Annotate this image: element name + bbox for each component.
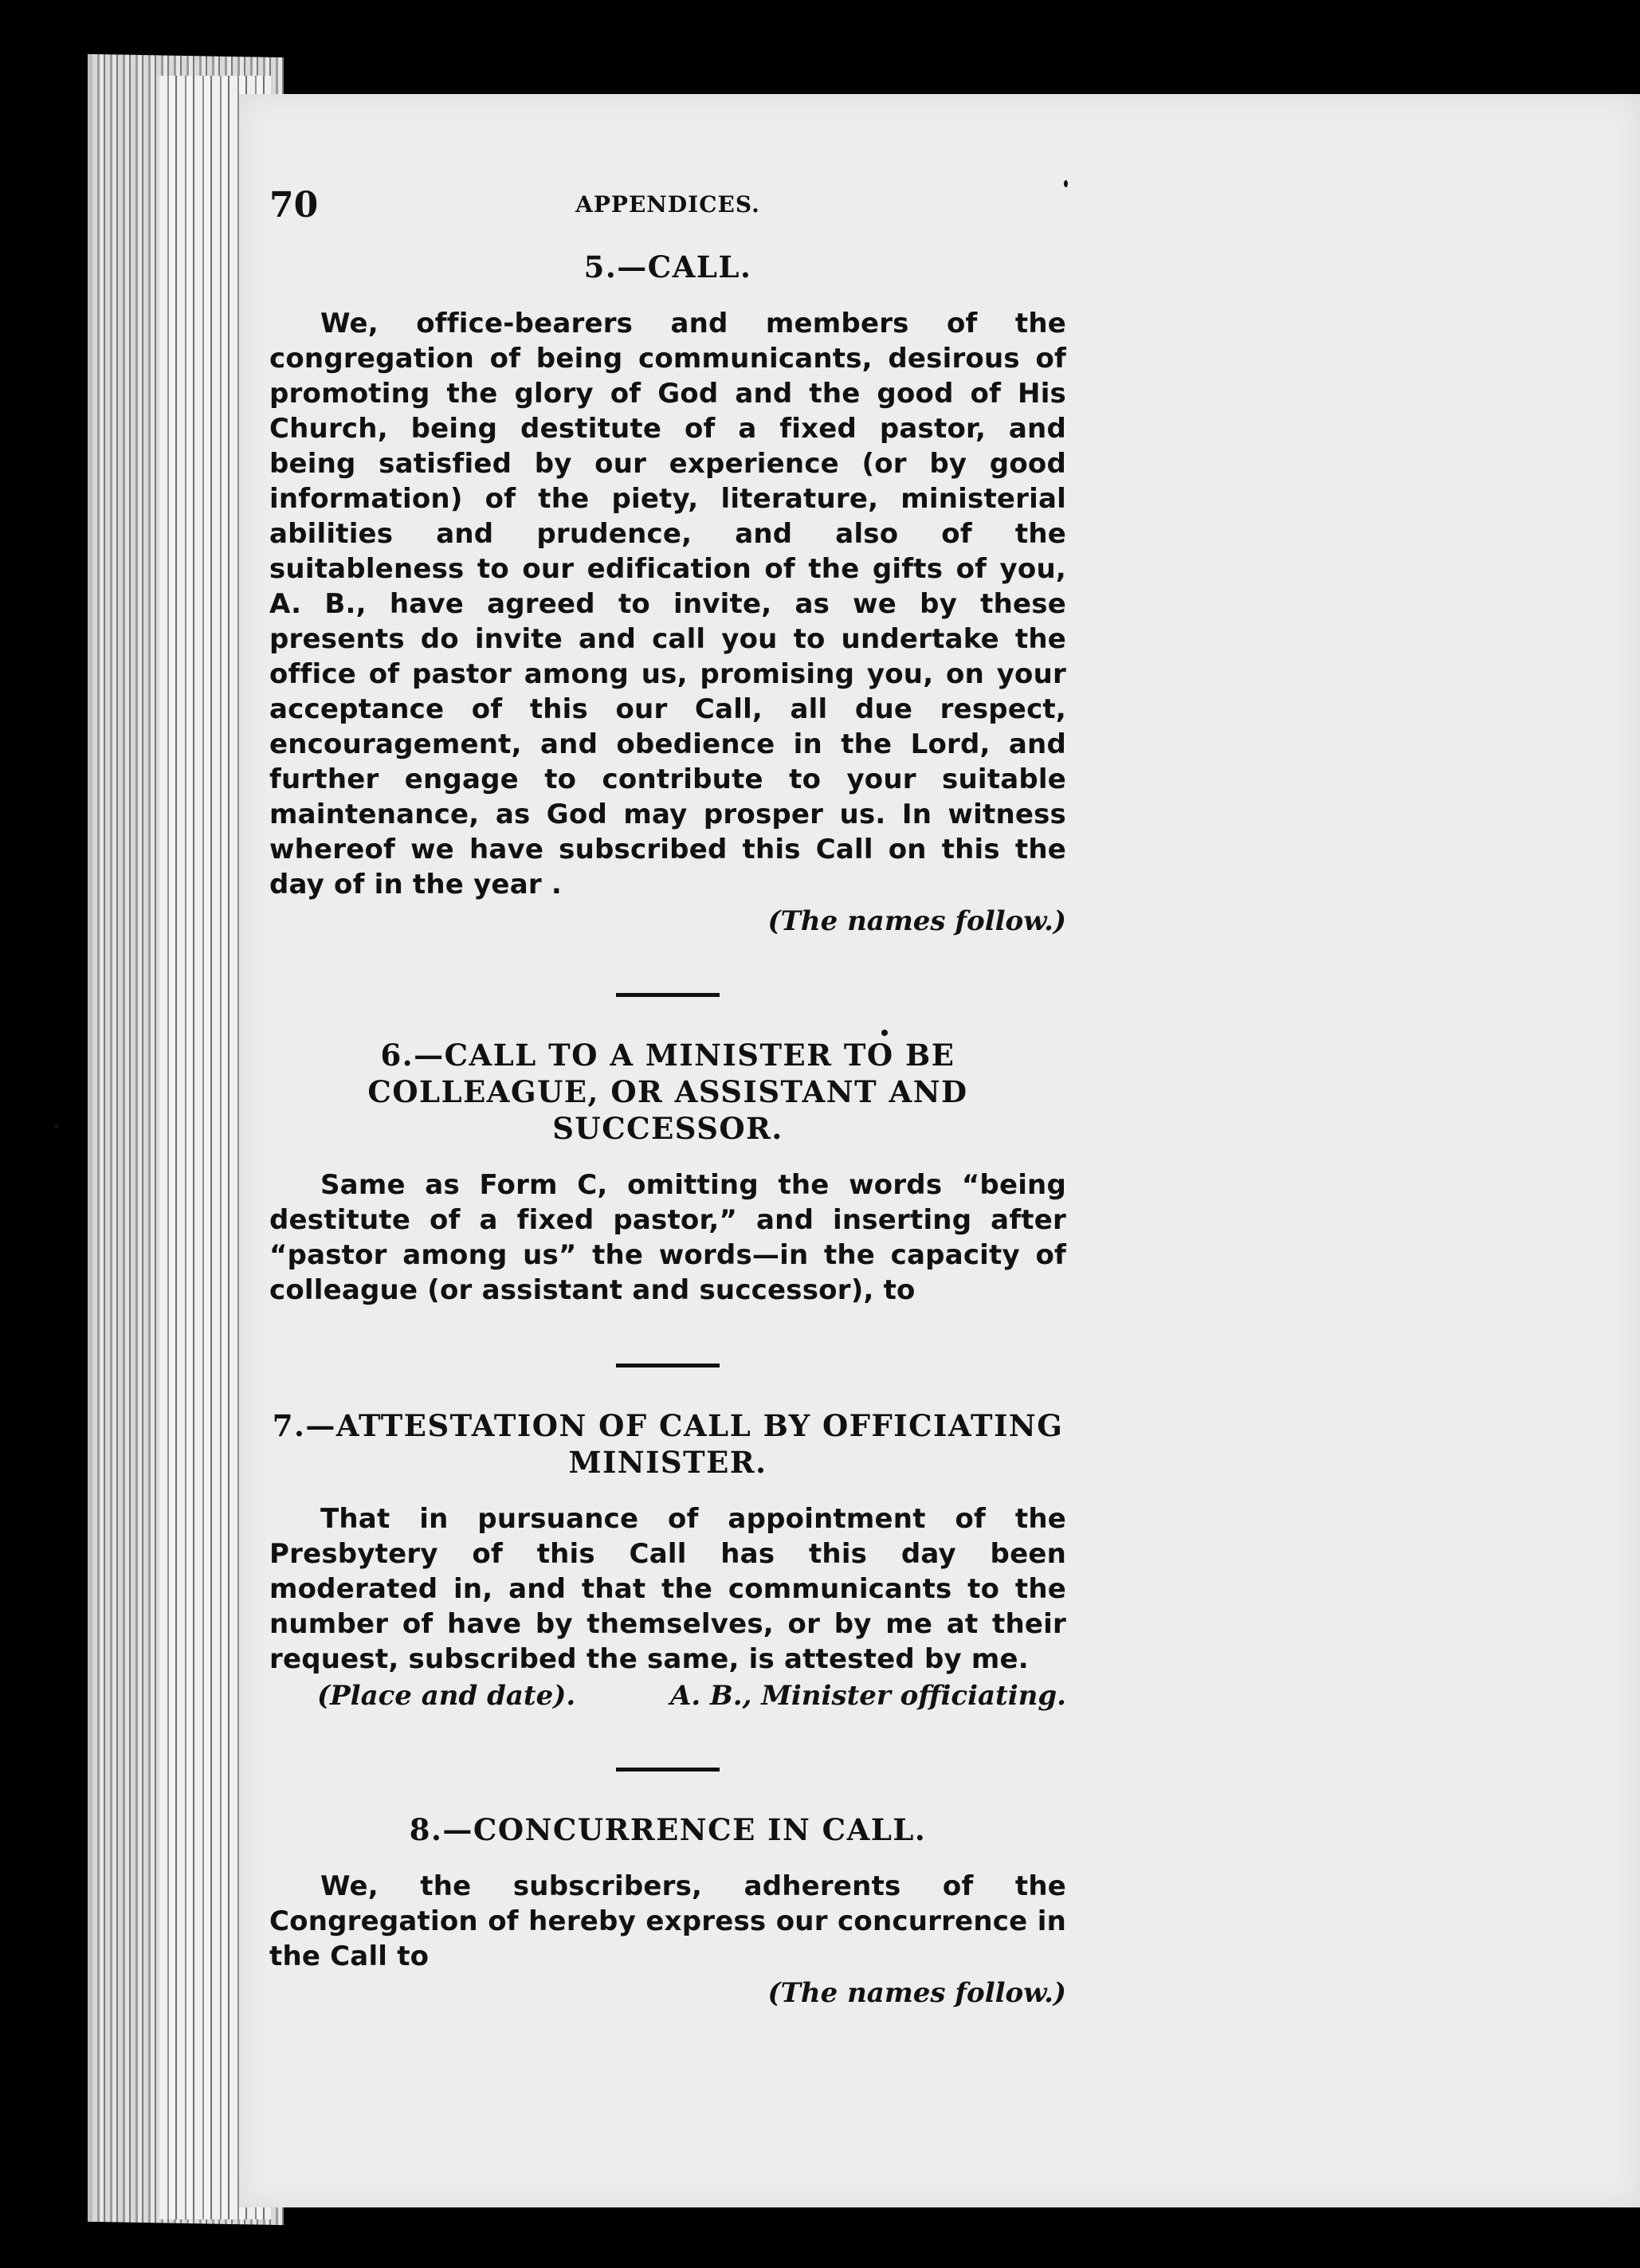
divider-rule (616, 1768, 720, 1772)
section-attestation (269, 1407, 1066, 1712)
running-head (269, 185, 1066, 233)
ink-speck (1064, 180, 1068, 187)
page-number: 70 (269, 185, 319, 226)
divider-rule (616, 993, 720, 997)
page-content (269, 185, 1066, 2009)
section-heading: 7.—ATTESTATION OF CALL BY OFFICIATING MINISTER. (272, 1408, 1064, 1480)
section-body: We, office-bearers and members of the congregation of being communicants, desirous of promoting the glory of God and the good of His Church, being destitute of a fixed pastor, and being satisfied by our experience (or by good information) of the piety, literature, ministerial abilities and prudence, and also of the suitableness to our edification of the gifts of you, A. B., have agreed to invite, as we by these presents do invite and call you to undertake the office of pastor among us, promising you, on your acceptance of this our Call, all due respect, encouragement, and obedience in the Lord, and further engage to contribute to your suitable maintenance, as God may prosper us. In witness whereof we have subscribed this Call on this the day of in the year . (269, 308, 1066, 901)
section-body: Same as Form C, omitting the words “being destitute of a fixed pastor,” and inserting after “pastor among us” the words—in the capacity of colleague (or assistant and successor), to (269, 1169, 1066, 1306)
section-body: That in pursuance of appointment of the Presbytery of this Call has this day been moderated in, and that the communicants to the number of have by themselves, or by me at their request, subscribed the same, is attested by me. (269, 1503, 1066, 1675)
signoff: (The names follow.) (767, 905, 1066, 937)
signoff-minister: A. B., Minister officiating. (669, 1680, 1066, 1712)
running-title: APPENDICES. (575, 191, 760, 218)
signoff: (The names follow.) (767, 1977, 1066, 2009)
section-heading: 5.—CALL. (583, 249, 752, 284)
signoff-place-date: (Place and date). (317, 1680, 576, 1712)
section-heading: 8.—CONCURRENCE IN CALL. (409, 1812, 927, 1847)
section-colleague-call (269, 1037, 1066, 1308)
section-body: We, the subscribers, adherents of the Congregation of hereby express our concurrence in the Call to (269, 1870, 1066, 1972)
section-concurrence (269, 1811, 1066, 2009)
section-heading: 6.—CALL TO A MINISTER TO BE COLLEAGUE, OR ASSISTANT AND SUCCESSOR. (367, 1038, 968, 1146)
divider-rule (616, 1364, 720, 1367)
signoff-row (269, 1680, 1066, 1712)
ink-speck (54, 1124, 59, 1128)
section-call (269, 249, 1066, 937)
ink-speck (881, 1030, 888, 1036)
